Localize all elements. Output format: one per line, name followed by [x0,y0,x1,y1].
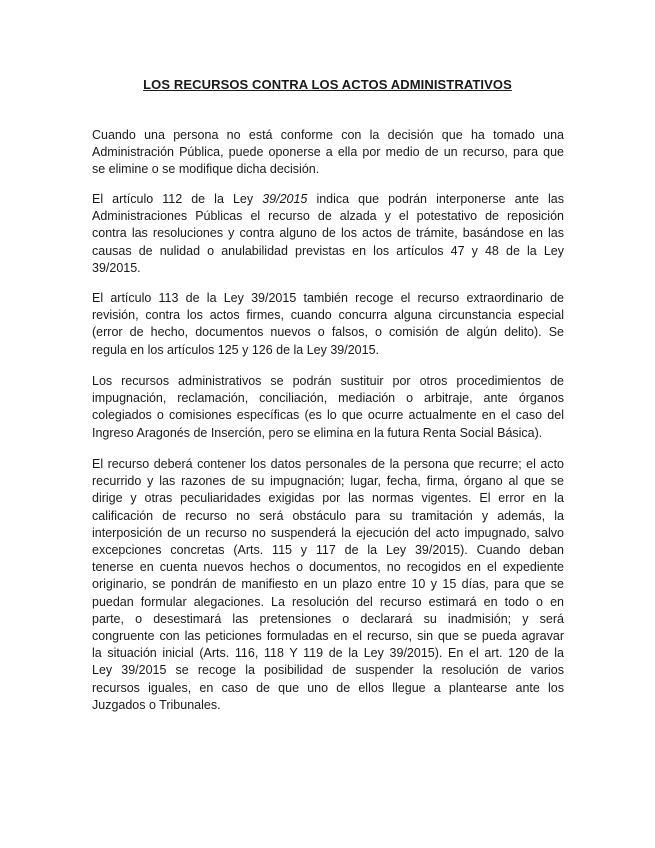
text-line: regula en los artículos 125 y 126 de la Ley 39/2015. [92,342,380,357]
text-line: causas de nulidad o anulabilidad previstas en los artículos 47 y 48 de la Ley [92,243,564,258]
paragraph-article-113 [92,290,564,359]
text-line: El recurso deberá contener los datos personales de la persona que recurre; el acto [92,457,564,471]
text-segment: indica que podrán interponerse ante las [307,192,564,206]
text-line: parte, o desestimará las pretensiones o declarará su inadmisión; y será [92,611,564,626]
text-line: impugnación, reclamación, conciliación, mediación o arbitraje, ante órganos [92,391,564,406]
text-line: recurrido y las razones de su impugnación; lugar, fecha, firma, órgano al que se [92,474,564,489]
paragraph-intro [92,127,564,179]
text-line: El artículo 113 de la Ley 39/2015 también recoge el recurso extraordinario de [92,291,564,305]
text-line: 39/2015. [92,260,141,275]
text-line: originario, se pondrán de manifiesto en un plazo entre 10 y 15 días, para que se [92,577,564,592]
text-line: Los recursos administrativos se podrán sustituir por otros procedimientos de [92,374,564,388]
text-line: Ley 39/2015 se recoge la posibilidad de suspender la resolución de varios [92,663,564,678]
text-line: recursos iguales, en caso de que uno de ellos llegue a plantearse ante los [92,680,564,695]
text-line: Administración Pública, puede oponerse a ella por medio de un recurso, para que [92,145,564,160]
text-line [92,191,564,208]
paragraph-contents [92,456,564,714]
text-line: tenerse en cuenta nuevos hechos o documentos, no recogidos en el expediente [92,560,564,575]
text-line: interposición de un recurso no suspenderá la ejecución del acto impugnado, salvo [92,525,564,540]
text-line: colegiados o comisiones específicas (es lo que ocurre actualmente en el caso del [92,408,564,423]
text-line: se elimine o se modifique dicha decisión. [92,162,320,177]
page-title: LOS RECURSOS CONTRA LOS ACTOS ADMINISTRATIVOS [143,77,512,92]
text-line: revisión, contra los actos firmes, cuando concurra alguna circunstancia especial [92,308,564,323]
text-line: (error de hecho, documentos nuevos o falsos, o comisión de algún delito). Se [92,325,564,340]
paragraph-article-112 [92,191,564,277]
text-line: Administraciones Públicas el recurso de alzada y el potestativo de reposición [92,209,564,224]
text-line: Ingreso Aragonés de Inserción, pero se elimina en la futura Renta Social Básica). [92,425,543,440]
paragraph-alternatives [92,373,564,442]
text-line: Cuando una persona no está conforme con la decisión que ha tomado una [92,128,564,142]
text-line: la situación inicial (Arts. 116, 118 Y 119 de la Ley 39/2015). En el art. 120 de la [92,646,564,661]
text-line: contra las resoluciones y contra alguno de los actos de trámite, basándose en las [92,226,564,241]
text-line: dirige y otras peculiaridades exigidas por las normas vigentes. El error en la [92,491,564,506]
text-line: puedan formular alegaciones. La resolución del recurso estimará en todo o en [92,594,564,609]
text-line: congruente con las peticiones formuladas en el recurso, sin que se pueda agravar [92,629,564,644]
text-line: Juzgados o Tribunales. [92,697,221,712]
law-reference: 39/2015 [262,192,308,206]
text-line: calificación de recurso no será obstáculo para su tramitación y además, la [92,508,564,523]
text-line: excepciones concretas (Arts. 115 y 117 de la Ley 39/2015). Cuando deban [92,543,564,558]
text-segment: El artículo 112 de la Ley [92,192,263,206]
